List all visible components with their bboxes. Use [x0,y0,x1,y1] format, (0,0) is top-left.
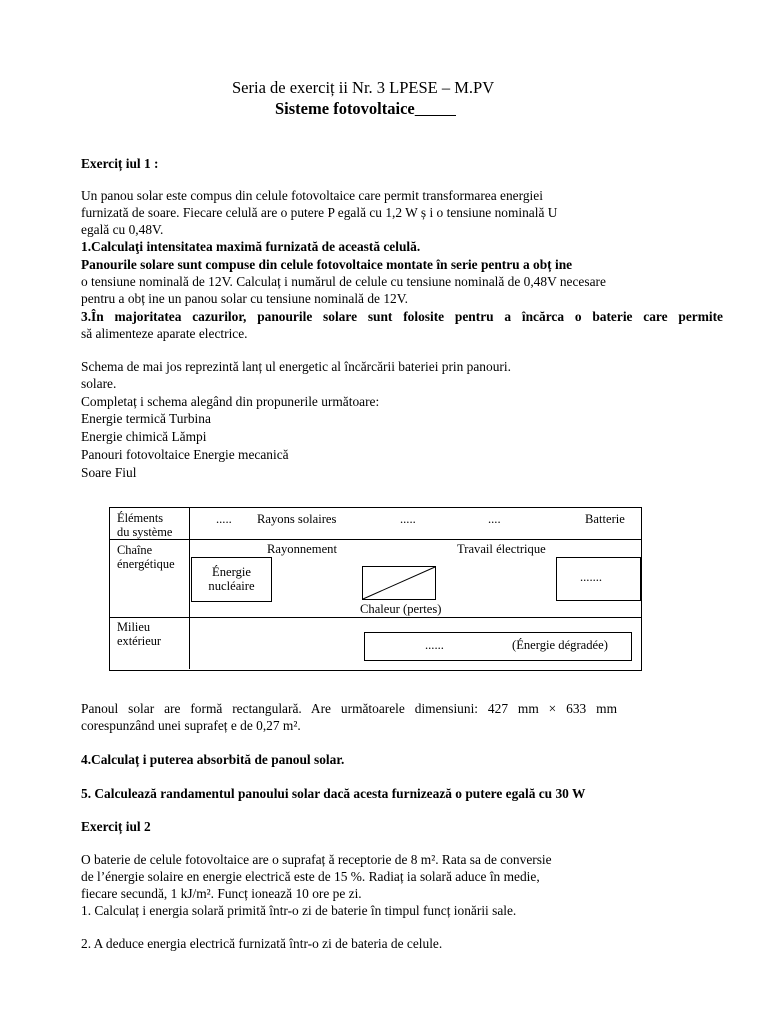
row-label-line: extérieur [117,634,162,648]
ex1-paragraph-line: Un panou solar este compus din celule fotovoltaice care permit transformarea energiei [81,188,543,203]
travail-electrique: Travail électrique [457,542,546,556]
ex1-paragraph-line: egală cu 0,48V. [81,222,164,237]
option-item: Energie chimică Lămpi [81,429,207,444]
row-label-line: Chaîne [117,543,153,557]
ex2-paragraph-line: de l’énergie solaire en energie electrică este de 15 %. Radiaț ia solară aduce în medie, [81,869,540,884]
panel-text-line: corespunzând unei suprafeț e de 0,27 m². [81,718,301,733]
question-3-line: să alimenteze aparate electrice. [81,326,248,341]
row-label-elements [117,511,172,539]
box-label-line: Énergie [212,565,251,579]
chaleur-pertes: Chaleur (pertes) [360,602,442,616]
page-title-text: Sisteme fotovoltaice [275,99,415,118]
row-label-line: du système [117,525,173,539]
exercise-1-heading: Exerciț iul 1 : [81,156,159,171]
schema-text-line: Completaț i schema alegând din propunerile următoare: [81,394,380,409]
batterie: Batterie [585,512,625,526]
question-3: 3.În majoritatea cazurilor, panourile solare sunt folosite pentru a încărca o baterie care permite [81,309,723,324]
question-2-line: pentru a obț ine un panou solar cu tensiune nominală de 12V. [81,291,409,306]
question-4: 4.Calculaț i puterea absorbită de panoul solar. [81,752,345,767]
option-item: Soare Fiul [81,465,137,480]
degradee-dots: ...... [425,638,444,652]
schema-text-line: Schema de mai jos reprezintă lanț ul energetic al încărcării bateriei prin panouri. [81,359,511,374]
ex2-paragraph-line: 1. Calculaț i energia solară primită într-o zi de baterie în timpul funcț ionării sale. [81,903,517,918]
ex2-paragraph-line: O baterie de celule fotovoltaice are o suprafaț ă receptorie de 8 m². Rata sa de conversie [81,852,552,867]
box-label-line: nucléaire [208,579,255,593]
row1-dots: .... [488,512,501,526]
question-1: 1.Calculaţi intensitatea maximă furnizată de această celulă. [81,239,421,254]
ex2-question-2: 2. A deduce energia electrică furnizată într-o zi de bateria de celule. [81,936,443,951]
option-item: Energie termică Turbina [81,411,211,426]
row-label-line: Milieu [117,620,151,634]
title-underline [415,99,456,118]
row-label-line: Éléments [117,511,164,525]
panel-text-line: Panoul solar are formă rectangulară. Are următoarele dimensiuni: 427 mm × 633 mm [81,701,617,716]
schema-text-line: solare. [81,376,117,391]
option-item: Panouri fotovoltaice Energie mecanică [81,447,289,462]
rayons-solaires: Rayons solaires [257,512,337,526]
question-2-line: o tensiune nominală de 12V. Calculaț i numărul de celule cu tensiune nominală de 0,48V necesare [81,274,606,289]
diagonal-line-icon [362,566,436,600]
energie-degradee-label: (Énergie dégradée) [512,638,608,652]
exercise-2-heading: Exerciț iul 2 [81,819,151,834]
question-5: 5. Calculează randamentul panoului solar dacă acesta furnizează o putere egală cu 30 W [81,786,586,801]
energie-nucleaire-label [191,565,272,593]
ex1-paragraph-line: furnizată de soare. Fiecare celulă are o putere P egală cu 1,2 W ș i o tensiune nominală U [81,205,558,220]
column-divider [189,507,190,669]
row1-dots: ..... [216,512,232,526]
page-title [275,100,456,117]
question-2-intro: Panourile solare sunt compuse din celule fotovoltaice montate în serie pentru a obț ine [81,257,573,272]
row-label-chaine [117,543,175,571]
row1-dots: ..... [400,512,416,526]
ex2-paragraph-line: fiecare secundă, 1 kJ/m². Funcț ionează 10 ore pe zi. [81,886,362,901]
series-title: Seria de exerciț ii Nr. 3 LPESE – M.PV [232,78,495,97]
row-label-milieu [117,620,161,648]
row-label-line: énergétique [117,557,175,571]
rayonnement: Rayonnement [267,542,337,556]
blank-answer-dots: ....... [580,570,603,584]
